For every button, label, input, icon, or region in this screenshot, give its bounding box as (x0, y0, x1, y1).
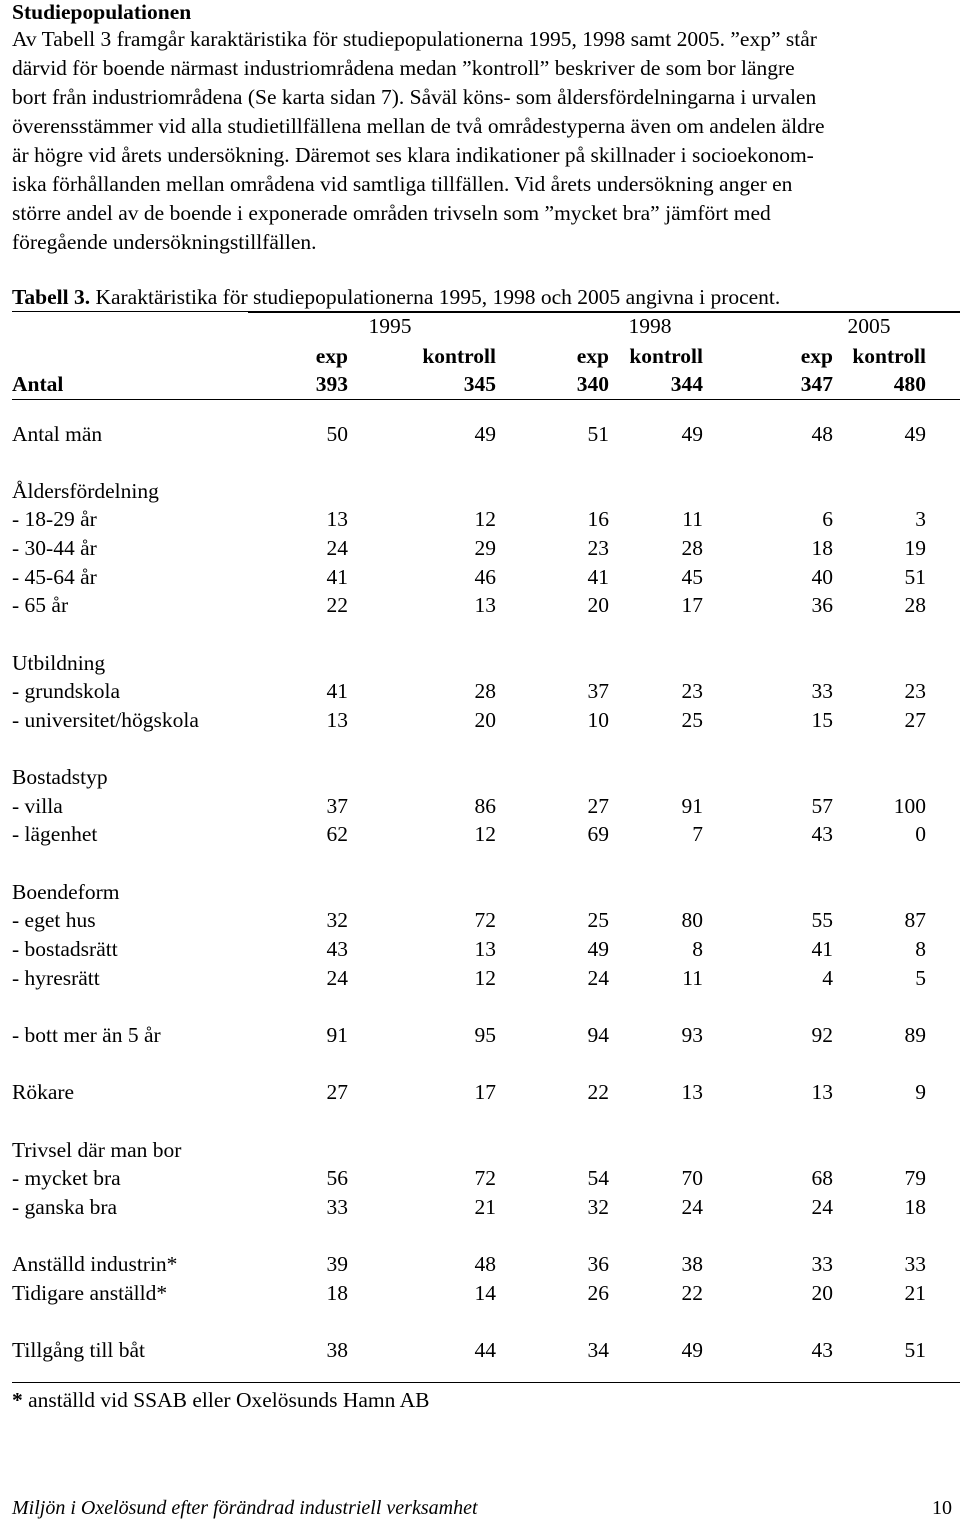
table-cell: 49 (681, 422, 703, 446)
table-cell: 100 (893, 794, 926, 818)
table-cell: 18 (904, 1195, 926, 1219)
table-cell: 41 (811, 937, 833, 961)
column-subheader: exp (315, 344, 348, 368)
table-cell: 19 (904, 536, 926, 560)
table-cell: 21 (904, 1281, 926, 1305)
antal-value: 344 (670, 372, 703, 396)
table-cell: 4 (822, 966, 833, 990)
table-cell: 33 (811, 679, 833, 703)
table-cell: 18 (326, 1281, 348, 1305)
paragraph-line: överensstämmer vid alla studietillfällena mellan de två områdestyperna även om andelen äldre (12, 114, 825, 138)
year-header: 1995 (368, 314, 412, 338)
table-footnote (12, 1386, 429, 1414)
table-caption-label: Tabell 3. (12, 285, 91, 309)
table-cell: 70 (681, 1166, 703, 1190)
table-cell: 13 (474, 937, 496, 961)
table-cell: 49 (681, 1338, 703, 1362)
table-cell: 33 (326, 1195, 348, 1219)
table-cell: 56 (326, 1166, 348, 1190)
table-cell: 32 (587, 1195, 609, 1219)
table-cell: 80 (681, 908, 703, 932)
table-cell: 8 (692, 937, 703, 961)
table-cell: 69 (587, 822, 609, 846)
table-row-label: - eget hus (12, 908, 96, 932)
table-cell: 37 (587, 679, 609, 703)
table-row-label: - hyresrätt (12, 966, 100, 990)
table-cell: 25 (587, 908, 609, 932)
table-cell: 23 (587, 536, 609, 560)
antal-value: 480 (893, 372, 926, 396)
table-cell: 13 (326, 507, 348, 531)
table-cell: 51 (587, 422, 609, 446)
table-cell: 86 (474, 794, 496, 818)
table-cell: 28 (474, 679, 496, 703)
table-cell: 21 (474, 1195, 496, 1219)
table-cell: 20 (587, 593, 609, 617)
table-cell: 25 (681, 708, 703, 732)
table-row-label: - grundskola (12, 679, 121, 703)
footer-page-number: 10 (932, 1497, 952, 1519)
table-cell: 28 (681, 536, 703, 560)
table-cell: 17 (681, 593, 703, 617)
table-cell: 79 (904, 1166, 926, 1190)
table-cell: 44 (474, 1338, 496, 1362)
table-row-label: Rökare (12, 1080, 75, 1104)
column-subheader: exp (800, 344, 833, 368)
table-cell: 9 (915, 1080, 926, 1104)
table-cell: 12 (474, 966, 496, 990)
table-cell: 13 (474, 593, 496, 617)
column-subheader: kontroll (629, 344, 703, 368)
table-cell: 34 (587, 1338, 609, 1362)
table-cell: 0 (915, 822, 926, 846)
table-cell: 23 (681, 679, 703, 703)
table-cell: 7 (692, 822, 703, 846)
table-cell: 3 (915, 507, 926, 531)
table-cell: 37 (326, 794, 348, 818)
table-cell: 11 (682, 507, 703, 531)
table-cell: 41 (587, 565, 609, 589)
table-cell: 33 (811, 1252, 833, 1276)
table-cell: 40 (811, 565, 833, 589)
table-cell: 17 (474, 1080, 496, 1104)
table-cell: 48 (811, 422, 833, 446)
table-cell: 94 (587, 1023, 609, 1047)
table-row-label: Anställd industrin* (12, 1252, 178, 1276)
table-cell: 27 (904, 708, 926, 732)
table-cell: 12 (474, 507, 496, 531)
table-cell: 22 (587, 1080, 609, 1104)
table-row-label: - 45-64 år (12, 565, 97, 589)
table-cell: 36 (811, 593, 833, 617)
table-cell: 93 (681, 1023, 703, 1047)
table-row-label: Tidigare anställd* (12, 1281, 168, 1305)
table-row-label: Trivsel där man bor (12, 1138, 182, 1162)
paragraph-line: större andel av de boende i exponerade områden trivseln som ”mycket bra” jämfört med (12, 201, 771, 225)
table-cell: 24 (587, 966, 609, 990)
table-cell: 50 (326, 422, 348, 446)
table-cell: 39 (326, 1252, 348, 1276)
table-row-label: - villa (12, 794, 63, 818)
table-cell: 24 (811, 1195, 833, 1219)
table-bottom-rule (12, 1382, 960, 1383)
column-subheader: kontroll (422, 344, 496, 368)
table-cell: 18 (811, 536, 833, 560)
table-cell: 13 (326, 708, 348, 732)
table-cell: 87 (904, 908, 926, 932)
table-cell: 5 (915, 966, 926, 990)
section-heading: Studiepopulationen (12, 0, 192, 24)
table-cell: 13 (811, 1080, 833, 1104)
table-cell: 33 (904, 1252, 926, 1276)
table-cell: 45 (681, 565, 703, 589)
antal-value: 347 (800, 372, 833, 396)
table-cell: 22 (681, 1281, 703, 1305)
table-cell: 68 (811, 1166, 833, 1190)
table-cell: 6 (822, 507, 833, 531)
table-cell: 27 (326, 1080, 348, 1104)
table-cell: 24 (326, 536, 348, 560)
table-cell: 28 (904, 593, 926, 617)
table-cell: 49 (587, 937, 609, 961)
table-cell: 36 (587, 1252, 609, 1276)
table-cell: 16 (587, 507, 609, 531)
paragraph-line: är högre vid årets undersökning. Däremot ses klara indikationer på skillnader i socioekonom- (12, 143, 814, 167)
table-cell: 92 (811, 1023, 833, 1047)
table-row-label: - 30-44 år (12, 536, 97, 560)
table-row-label: Antal män (12, 422, 103, 446)
table-row-label: - 18-29 år (12, 507, 97, 531)
paragraph-line: bort från industriområdena (Se karta sidan 7). Såväl köns- som åldersfördelningarna i urvalen (12, 85, 817, 109)
table-row-label: - bostadsrätt (12, 937, 118, 961)
table-row-label: - ganska bra (12, 1195, 118, 1219)
table-cell: 41 (326, 679, 348, 703)
column-subheader: exp (576, 344, 609, 368)
table-cell: 91 (681, 794, 703, 818)
footnote-text: anställd vid SSAB eller Oxelösunds Hamn AB (22, 1388, 430, 1412)
table-cell: 22 (326, 593, 348, 617)
table-row-label: Boendeform (12, 880, 120, 904)
table-row-label: - universitet/högskola (12, 708, 199, 732)
table-cell: 26 (587, 1281, 609, 1305)
table-cell: 43 (811, 1338, 833, 1362)
table-cell: 10 (587, 708, 609, 732)
table-cell: 20 (474, 708, 496, 732)
table-row-label: Utbildning (12, 651, 106, 675)
table-cell: 51 (904, 565, 926, 589)
paragraph-line: därvid för boende närmast industriområdena medan ”kontroll” beskriver de som bor längre (12, 56, 795, 80)
table-cell: 38 (681, 1252, 703, 1276)
table-cell: 62 (326, 822, 348, 846)
table-cell: 43 (811, 822, 833, 846)
antal-value: 345 (463, 372, 496, 396)
header-bottom-rule (12, 399, 960, 400)
table-cell: 46 (474, 565, 496, 589)
table-cell: 55 (811, 908, 833, 932)
table-row-label: - lägenhet (12, 822, 98, 846)
table-cell: 13 (681, 1080, 703, 1104)
table-cell: 15 (811, 708, 833, 732)
table-cell: 91 (326, 1023, 348, 1047)
table-cell: 14 (474, 1281, 496, 1305)
table-cell: 72 (474, 908, 496, 932)
year-header: 1998 (628, 314, 672, 338)
paragraph-line: föregående undersökningstillfällen. (12, 230, 317, 254)
antal-value: 393 (315, 372, 348, 396)
year-header: 2005 (847, 314, 891, 338)
table-row-label: Tillgång till båt (12, 1338, 145, 1362)
table-cell: 8 (915, 937, 926, 961)
table-cell: 12 (474, 822, 496, 846)
table-cell: 23 (904, 679, 926, 703)
table-cell: 72 (474, 1166, 496, 1190)
table-cell: 49 (904, 422, 926, 446)
table-cell: 32 (326, 908, 348, 932)
table-cell: 38 (326, 1338, 348, 1362)
table-row-label: Åldersfördelning (12, 479, 159, 503)
table-cell: 89 (904, 1023, 926, 1047)
footer-document-title: Miljön i Oxelösund efter förändrad industriell verksamhet (12, 1497, 478, 1519)
intro-paragraph (12, 25, 952, 257)
column-subheader: kontroll (852, 344, 926, 368)
table-cell: 29 (474, 536, 496, 560)
table-cell: 41 (326, 565, 348, 589)
table-row-label: - mycket bra (12, 1166, 121, 1190)
table-row-label: - 65 år (12, 593, 69, 617)
table-cell: 54 (587, 1166, 609, 1190)
paragraph-line: iska förhållanden mellan områdena vid samtliga tillfällen. Vid årets undersökning anger en (12, 172, 793, 196)
table-cell: 48 (474, 1252, 496, 1276)
table-cell: 43 (326, 937, 348, 961)
paragraph-line: Av Tabell 3 framgår karaktäristika för studiepopulationerna 1995, 1998 samt 2005. ”exp” står (12, 27, 817, 51)
table-caption (12, 283, 780, 311)
table-cell: 95 (474, 1023, 496, 1047)
table-row-label: Bostadstyp (12, 765, 108, 789)
table-cell: 51 (904, 1338, 926, 1362)
table-cell: 27 (587, 794, 609, 818)
table-cell: 24 (681, 1195, 703, 1219)
table-cell: 20 (811, 1281, 833, 1305)
table-cell: 24 (326, 966, 348, 990)
footnote-star: * (12, 1388, 23, 1412)
table-cell: 11 (682, 966, 703, 990)
antal-label: Antal (12, 372, 64, 396)
table-caption-text: Karaktäristika för studiepopulationerna 1995, 1998 och 2005 angivna i procent. (90, 285, 781, 309)
table-cell: 57 (811, 794, 833, 818)
table-row-label: - bott mer än 5 år (12, 1023, 161, 1047)
antal-value: 340 (576, 372, 609, 396)
table-cell: 49 (474, 422, 496, 446)
